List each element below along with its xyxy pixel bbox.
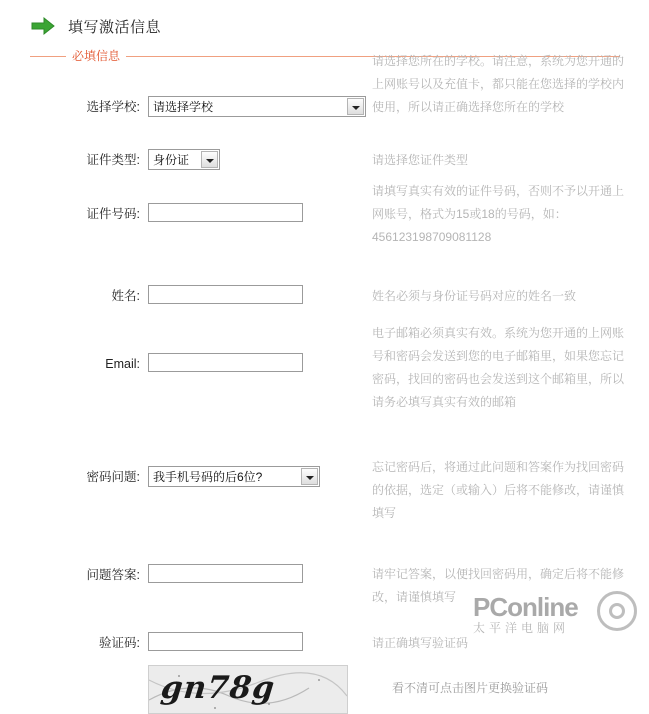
form-row-name xyxy=(0,285,649,308)
field-school xyxy=(148,96,370,117)
field-password-question xyxy=(148,466,370,487)
label-captcha: 验证码: xyxy=(99,636,140,650)
school-select[interactable] xyxy=(148,96,366,117)
chevron-down-icon[interactable] xyxy=(347,98,364,115)
label-name: 姓名: xyxy=(111,289,140,303)
email-input[interactable] xyxy=(148,353,303,372)
section-label: 必填信息 xyxy=(66,48,126,64)
field-captcha xyxy=(148,632,370,651)
school-select-value: 请选择学校 xyxy=(153,100,214,114)
field-answer xyxy=(148,564,370,583)
captcha-image-row xyxy=(0,665,649,714)
form-row-idnumber xyxy=(0,184,649,249)
hint-idtype: 请选择您证件类型 xyxy=(372,153,469,167)
watermark-main-text: PConline xyxy=(473,592,578,622)
hint-answer: 请牢记答案，以便找回密码用，确定后将不能修改，请谨慎填写 xyxy=(372,567,625,604)
hint-idnumber: 请填写真实有效的证件号码，否则不予以开通上网账号，格式为15或18的号码，如：456123198709081128 xyxy=(372,184,625,244)
captcha-input[interactable] xyxy=(148,632,303,651)
label-idnumber: 证件号码: xyxy=(86,207,140,221)
chevron-down-icon[interactable] xyxy=(201,151,218,168)
captcha-image-cell xyxy=(148,665,370,714)
page-title: 填写激活信息 xyxy=(68,18,162,36)
form-row-idtype xyxy=(0,149,649,172)
name-input[interactable] xyxy=(148,285,303,304)
field-idtype xyxy=(148,149,370,170)
captcha-image[interactable] xyxy=(148,665,348,714)
label-answer: 问题答案: xyxy=(86,568,140,582)
form-row-email xyxy=(0,326,649,414)
idtype-select-value: 身份证 xyxy=(153,153,190,167)
hint-email: 电子邮箱必须真实有效。系统为您开通的上网账号和密码会发送到您的电子邮箱里，如果您忘记密码，找回的密码也会发送到这个邮箱里，所以请务必填写真实有效的邮箱 xyxy=(372,326,625,409)
hint-name: 姓名必须与身份证号码对应的姓名一致 xyxy=(372,289,577,303)
password-question-select[interactable] xyxy=(148,466,320,487)
label-school: 选择学校: xyxy=(86,100,140,114)
hint-password-question: 忘记密码后，将通过此问题和答案作为找回密码的依据，选定（或输入）后将不能修改，请谨慎填写 xyxy=(372,460,625,520)
form-row-password-question xyxy=(0,460,649,525)
captcha-refresh-hint: 看不清可点击图片更换验证码 xyxy=(392,681,549,695)
idtype-select[interactable] xyxy=(148,149,220,170)
password-question-value: 我手机号码的后6位? xyxy=(153,470,263,484)
answer-input[interactable] xyxy=(148,564,303,583)
green-arrow-right-icon xyxy=(30,16,56,36)
idnumber-input[interactable] xyxy=(148,203,303,222)
field-idnumber xyxy=(148,203,370,222)
label-email: Email: xyxy=(105,357,140,371)
label-idtype: 证件类型: xyxy=(86,153,140,167)
hint-school: 请选择您所在的学校。请注意，系统为您开通的上网账号以及充值卡，都只能在您选择的学校内使用，所以请正确选择您所在的学校 xyxy=(372,54,625,114)
page-header xyxy=(0,0,649,34)
form-row-answer xyxy=(0,564,649,609)
form-row-captcha xyxy=(0,632,649,655)
field-name xyxy=(148,285,370,304)
captcha-code-text: gn78g xyxy=(159,670,277,706)
label-password-question: 密码问题: xyxy=(86,470,140,484)
watermark-sub-text: 太平洋电脑网 xyxy=(473,621,570,635)
field-email xyxy=(148,353,370,372)
hint-captcha: 请正确填写验证码 xyxy=(372,636,469,650)
chevron-down-icon[interactable] xyxy=(301,468,318,485)
